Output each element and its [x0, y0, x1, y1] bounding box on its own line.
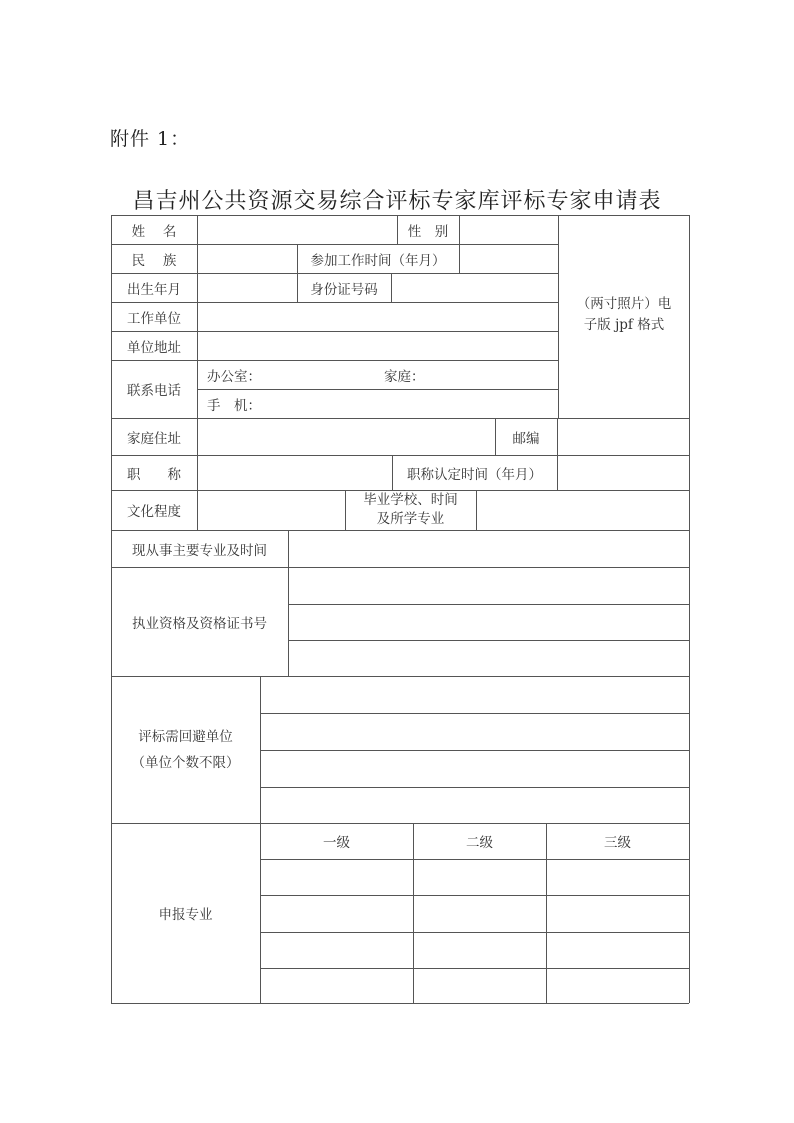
school-field[interactable] — [477, 491, 689, 530]
current-major-label: 现从事主要专业及时间 — [132, 542, 267, 559]
education-label: 文化程度 — [127, 504, 181, 520]
avoid-unit-field-1[interactable] — [261, 677, 689, 713]
phone-label: 联系电话 — [127, 383, 181, 399]
avoid-unit-field-3[interactable] — [261, 751, 689, 787]
avoid-units-label — [111, 676, 260, 823]
declared-major-field-2-level-1[interactable] — [261, 896, 413, 932]
declared-major-field-3-level-2[interactable] — [414, 933, 546, 968]
postcode-field[interactable] — [558, 419, 689, 455]
school-label — [345, 490, 476, 530]
current-major-field[interactable] — [289, 531, 689, 567]
level-2-header: 二级 — [466, 835, 493, 851]
education-field[interactable] — [198, 491, 345, 530]
declared-major-field-1-level-3[interactable] — [547, 860, 689, 895]
home-address-label: 家庭住址 — [127, 430, 181, 447]
photo-text-line1: （两寸照片）电 — [576, 296, 672, 312]
avoid-unit-field-4[interactable] — [261, 788, 689, 823]
declared-major-field-4-level-2[interactable] — [414, 969, 546, 1003]
gender-field[interactable] — [460, 216, 558, 244]
home-phone-label: 家庭： — [384, 368, 425, 385]
mobile-field[interactable] — [265, 390, 558, 418]
office-phone-field[interactable] — [265, 361, 380, 389]
work-start-label: 参加工作时间（年月） — [310, 252, 446, 269]
border-right — [689, 215, 690, 1003]
ethnicity-field[interactable] — [198, 245, 297, 273]
attachment-label: 附件 1： — [110, 128, 191, 150]
title-date-field[interactable] — [558, 456, 689, 490]
qualification-field-1[interactable] — [289, 568, 689, 604]
title-field[interactable] — [198, 456, 392, 490]
name-label: 姓 名 — [131, 223, 177, 240]
qualification-field-2[interactable] — [289, 605, 689, 640]
qualification-label: 执业资格及资格证书号 — [132, 615, 267, 632]
school-label-line2: 及所学专业 — [376, 511, 445, 527]
declared-major-field-4-level-1[interactable] — [261, 969, 413, 1003]
school-label-line1: 毕业学校、时间 — [363, 492, 458, 508]
avoid-unit-field-2[interactable] — [261, 714, 689, 750]
ethnicity-label: 民 族 — [131, 252, 177, 269]
title-label: 职 称 — [127, 466, 181, 483]
avoid-units-line2: （单位个数不限） — [131, 754, 240, 771]
form-title: 昌吉州公共资源交易综合评标专家库评标专家申请表 — [132, 189, 662, 214]
declared-major-field-4-level-3[interactable] — [547, 969, 689, 1003]
level-1-header: 一级 — [323, 835, 350, 851]
mobile-label: 手 机： — [207, 397, 261, 414]
birth-label: 出生年月 — [127, 281, 181, 298]
employer-address-field[interactable] — [198, 332, 558, 360]
office-phone-label: 办公室： — [207, 368, 261, 385]
declared-major-field-3-level-3[interactable] — [547, 933, 689, 968]
photo-upload-area[interactable] — [559, 216, 689, 418]
id-number-label: 身份证号码 — [310, 281, 378, 298]
title-date-label: 职称认定时间（年月） — [407, 466, 542, 483]
declared-major-field-3-level-1[interactable] — [261, 933, 413, 968]
birth-field[interactable] — [198, 274, 297, 302]
avoid-units-line1: 评标需回避单位 — [138, 728, 233, 745]
home-address-field[interactable] — [198, 419, 495, 455]
postcode-label: 邮编 — [512, 430, 540, 447]
declared-major-label: 申报专业 — [158, 907, 213, 923]
declared-major-field-2-level-2[interactable] — [414, 896, 546, 932]
home-phone-field[interactable] — [430, 361, 558, 389]
id-number-field[interactable] — [392, 274, 558, 302]
name-field[interactable] — [198, 216, 397, 244]
border-bottom — [111, 1003, 689, 1004]
employer-field[interactable] — [198, 303, 558, 331]
photo-text-line2: 子版 jpf 格式 — [583, 317, 665, 333]
declared-major-field-1-level-2[interactable] — [414, 860, 546, 895]
employer-address-label: 单位地址 — [127, 339, 181, 356]
declared-major-field-2-level-3[interactable] — [547, 896, 689, 932]
qualification-field-3[interactable] — [289, 641, 689, 676]
gender-label: 性 别 — [407, 223, 449, 240]
work-start-field[interactable] — [460, 245, 558, 273]
declared-major-field-1-level-1[interactable] — [261, 860, 413, 895]
employer-label: 工作单位 — [127, 310, 181, 327]
level-3-header: 三级 — [604, 835, 631, 851]
